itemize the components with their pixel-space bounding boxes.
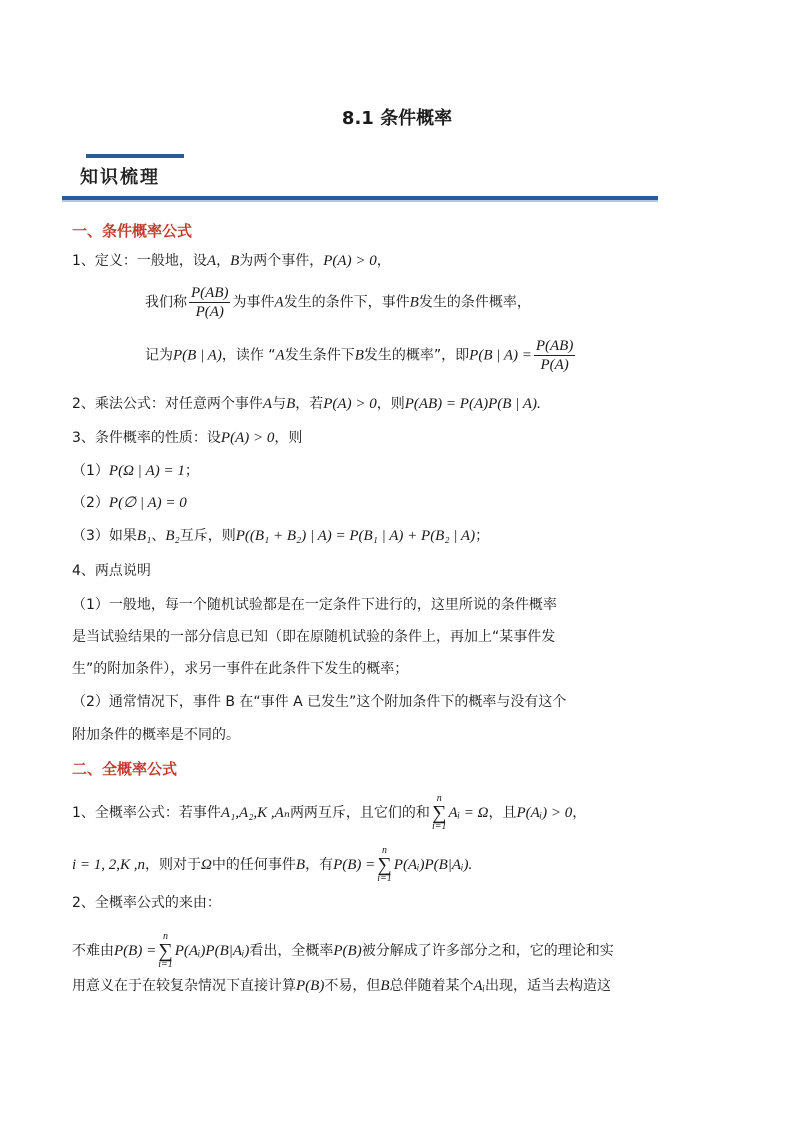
note-paragraph-line: （2）通常情况下，事件 B 在“事件 A 已发生”这个附加条件下的概率与没有这个 [72, 694, 567, 710]
notation-line: 记为P(B | A)，读作 “A发生条件下B发生的概率”，即P(B | A) = $\frac{P(AB)}{P(A)}$ [145, 338, 574, 373]
origin-paragraph-line: 用意义在于在较复杂情况下直接计算P(B)不易，但B总伴随着某个Aᵢ出现，适当去构造这 [72, 978, 612, 994]
definition-line: 1、定义：一般地，设A，B为两个事件，P(A) > 0， [72, 253, 391, 269]
section-heading-2: 二、全概率公式 [72, 760, 178, 778]
notes-heading: 4、两点说明 [72, 563, 151, 579]
total-probability-line: 1、全概率公式：若事件A₁,A₂,K ,Aₙ两两互斥，且它们的和n ∑ i=1Aᵢ = Ω，且P(Aᵢ) > 0， [72, 793, 587, 832]
notation-fraction: $\frac{P(AB)}{P(A)}$ [535, 338, 574, 373]
summation-symbol: n ∑ i=1 [377, 845, 392, 884]
properties-line: 3、条件概率的性质：设P(A) > 0，则 [72, 430, 303, 446]
summation-symbol: n ∑ i=1 [431, 793, 447, 832]
total-probability-formula-line: i = 1, 2,K ,n，则对于Ω中的任何事件B，有P(B) =n ∑ i=1P(Aᵢ)P(B|Aᵢ). [72, 845, 473, 884]
section-header-label: 知识梳理 [80, 167, 160, 188]
header-underline-shadow [62, 200, 658, 202]
summation-symbol: n ∑ i=1 [158, 931, 173, 970]
header-accent-bar [86, 154, 184, 158]
property-2: （2）P(∅ | A) = 0 [72, 495, 187, 511]
page-title: 8.1 条件概率 [341, 108, 453, 129]
note-paragraph-line: 生”的附加条件），求另一事件在此条件下发生的概率； [72, 661, 409, 677]
property-1: （1）P(Ω | A) = 1； [72, 463, 199, 479]
note-paragraph-line: 是当试验结果的一部分信息已知（即在原随机试验的条件上，再加上“某事件发 [72, 629, 556, 645]
note-paragraph-line: （1）一般地，每一个随机试验都是在一定条件下进行的，这里所说的条件概率 [72, 597, 557, 613]
section-heading-1: 一、条件概率公式 [72, 222, 193, 240]
property-3: （3）如果B₁、B₂互斥，则P((B₁ + B₂) | A) = P(B₁ | A) + P(B₂ | A)； [72, 528, 490, 544]
note-paragraph-line: 附加条件的概率是不同的。 [72, 727, 240, 743]
definition-fraction-line: 我们称 $\frac{P(AB)}{P(A)}$ 为事件A发生的条件下，事件B发生的条件概率， [145, 285, 531, 320]
origin-heading: 2、全概率公式的来由： [72, 895, 221, 911]
multiplication-rule-line: 2、乘法公式：对任意两个事件A与B，若P(A) > 0，则P(AB) = P(A)P(B | A). [72, 396, 541, 412]
conditional-fraction: $\frac{P(AB)}{P(A)}$ [191, 285, 229, 320]
origin-paragraph-line: 不难由P(B) =n ∑ i=1P(Aᵢ)P(B|Aᵢ)看出，全概率P(B)被分解成了许多部分之和，它的理论和实 [72, 931, 614, 970]
